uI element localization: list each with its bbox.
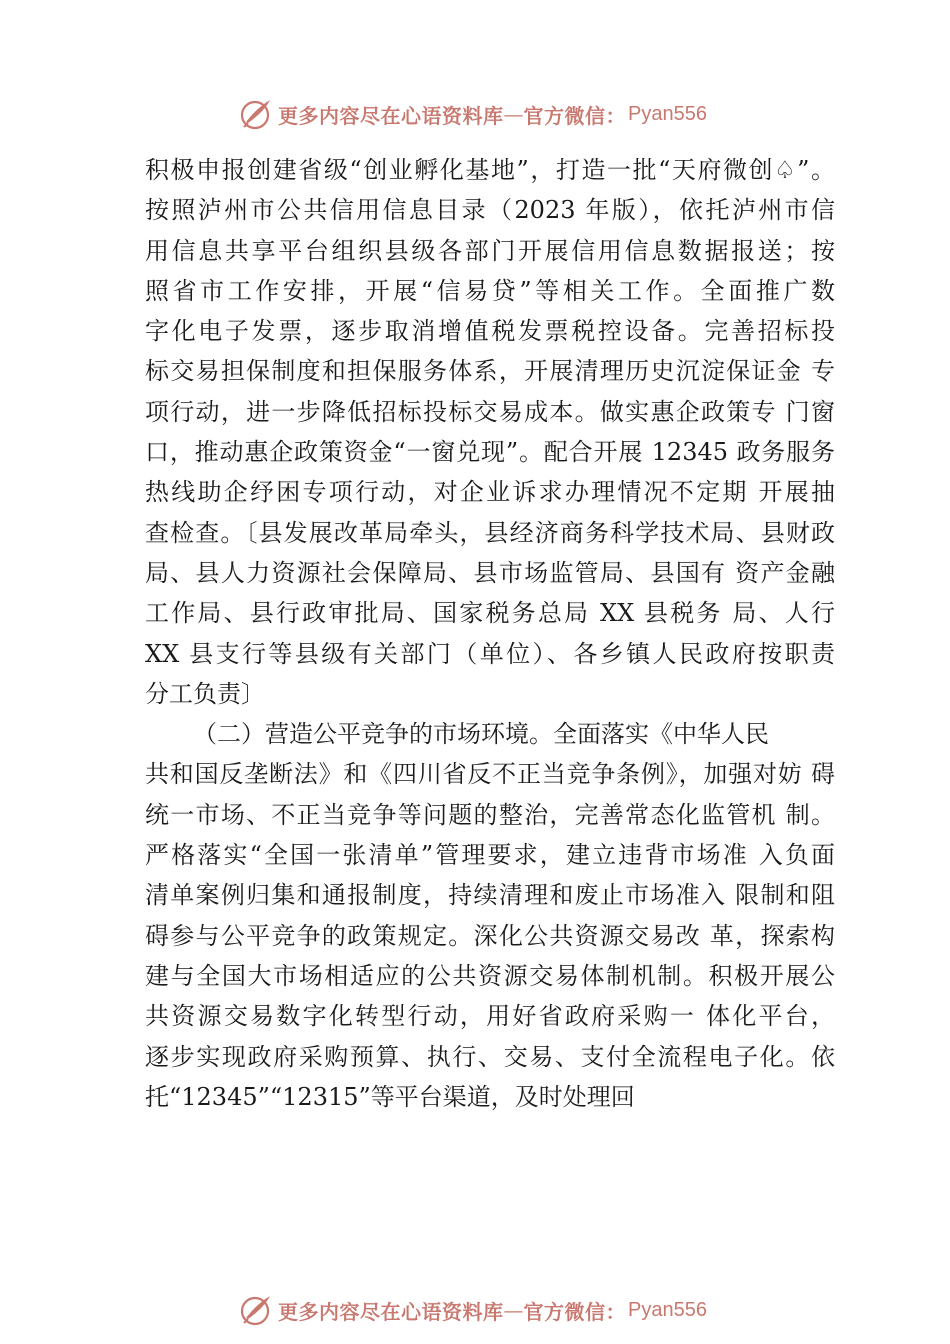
text-line: 字化电子发票，逐步取消增值税发票税控设备。完善招标投 <box>145 317 835 346</box>
text-line: 局、县人力资源社会保障局、县市场监管局、县国有 资产金融 <box>145 558 835 587</box>
footer-watermark <box>238 1292 707 1328</box>
text-line: 统一市场、不正当竞争等问题的整治，完善常态化监管机 制。 <box>145 800 835 829</box>
watermark-wechat-label: 官方微信： <box>523 1299 626 1324</box>
text-line: 按照泸州市公共信用信息目录（2023 年版），依托泸州市信 <box>145 196 835 225</box>
document-body <box>145 150 835 1117</box>
text-line: 共和国反垄断法》和《四川省反不正当竞争条例》，加强对妨 碍 <box>145 760 835 789</box>
text-line: XX 县支行等县级有关部门（单位）、各乡镇人民政府按职责 <box>145 639 835 668</box>
text-line: 严格落实“全国一张清单”管理要求，建立违背市场准 入负面 <box>145 841 835 870</box>
text-line: 积极申报创建省级“创业孵化基地”，打造一批“天府微创♤”。 <box>145 156 835 184</box>
text-line: 照省市工作安排，开展“信易贷”等相关工作。全面推广数 <box>145 276 835 305</box>
text-line: 共资源交易数字化转型行动，用好省政府采购一 体化平台， <box>145 1002 835 1031</box>
text-line: 建与全国大市场相适应的公共资源交易体制机制。积极开展公 <box>145 961 835 990</box>
watermark-separator: — <box>503 102 524 126</box>
quill-logo-icon <box>238 1292 274 1328</box>
text-line: 逐步实现政府采购预算、执行、交易、支付全流程电子化。依 <box>145 1042 835 1071</box>
header-watermark <box>238 96 707 132</box>
text-line: 用信息共享平台组织县级各部门开展信用信息数据报送；按 <box>145 236 835 265</box>
text-line: 口，推动惠企政策资金“一窗兑现”。配合开展 12345 政务服务 <box>145 438 835 467</box>
text-line: 标交易担保制度和担保服务体系，开展清理历史沉淀保证金 专 <box>145 357 835 386</box>
watermark-wechat-id: Pyan556 <box>628 1298 707 1321</box>
text-line: 清单案例归集和通报制度，持续清理和废止市场准入 限制和阻 <box>145 881 835 910</box>
text-line: 热线助企纾困专项行动，对企业诉求办理情况不定期 开展抽 <box>145 478 835 507</box>
text-line: 工作局、县行政审批局、国家税务总局 XX 县税务 局、人行 <box>145 599 835 628</box>
watermark-separator: — <box>503 1298 524 1322</box>
section-heading-line: （二）营造公平竞争的市场环境。全面落实《中华人民 <box>193 720 769 749</box>
text-line: 项行动，进一步降低招标投标交易成本。做实惠企政策专 门窗 <box>145 397 835 426</box>
text-line: 分工负责〕 <box>145 679 265 708</box>
text-line: 碍参与公平竞争的政策规定。深化公共资源交易改 革，探索构 <box>145 921 835 950</box>
text-line: 查检查。〔县发展改革局牵头，县经济商务科学技术局、县财政 <box>145 518 835 547</box>
text-line: 托“12345”“12315”等平台渠道，及时处理回 <box>145 1082 635 1111</box>
watermark-wechat-id: Pyan556 <box>628 102 707 125</box>
watermark-wechat-label: 官方微信： <box>523 103 626 128</box>
watermark-main-text: 更多内容尽在心语资料库 <box>278 1299 504 1324</box>
quill-logo-icon <box>238 96 274 132</box>
watermark-main-text: 更多内容尽在心语资料库 <box>278 103 504 128</box>
